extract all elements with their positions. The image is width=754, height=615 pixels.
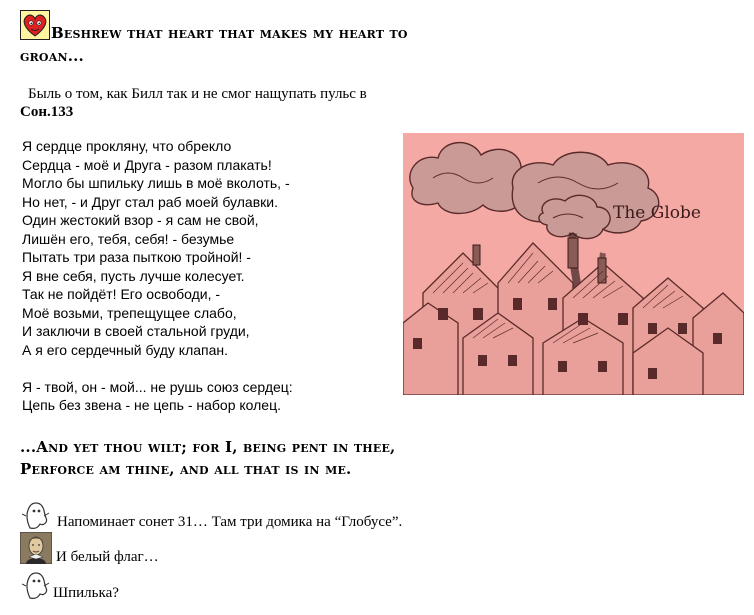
closing-quote-line: ...And yet thou wilt; for I, being pent in thee, xyxy=(20,438,396,456)
poem-line: Но нет, - и Друг стал раб моей булавки. xyxy=(22,193,278,210)
illustration-caption: The Globe xyxy=(613,203,701,223)
poem-line: Пытать три раза пыткою тройной! - xyxy=(22,249,251,265)
closing-quote-line: Perforce am thine, and all that is in me. xyxy=(20,460,352,478)
poem-line: Так не пойдёт! Его освободи, - xyxy=(22,286,221,302)
poem-line: Лишён его, тебя, себя! - безумье xyxy=(22,230,235,247)
poem xyxy=(22,137,402,415)
globe-theatre-illustration xyxy=(403,133,744,395)
comment-text: И белый флаг… xyxy=(56,549,159,565)
poem-line: Один жестокий взор - я сам не свой, xyxy=(22,212,259,228)
poem-line: А я его сердечный буду клапан. xyxy=(22,341,229,358)
poem-line: Моё возьми, трепещущее слабо, xyxy=(22,304,237,321)
sonnet-reference: Сон.133 xyxy=(20,104,74,120)
poem-line: Я сердце прокляну, что обрекло xyxy=(22,138,232,154)
shakespeare-portrait-icon xyxy=(20,532,52,564)
intro-text: Быль о том, как Билл так и не смог нащупать пульс в xyxy=(28,86,367,102)
couplet-line: Я - твой, он - мой... не рушь союз сердец: xyxy=(22,378,293,395)
comment-text: Шпилька? xyxy=(53,585,119,601)
comment-text: Напоминает сонет 31… Там три домика на “Глобусе”. xyxy=(57,514,403,530)
page-title-continuation: groan... xyxy=(20,47,84,65)
ghost-icon xyxy=(22,500,50,530)
page-title: Beshrew that heart that makes my heart to xyxy=(51,24,408,42)
poem-line: Сердца - моё и Друга - разом плакать! xyxy=(22,156,272,173)
couplet-line: Цепь без звена - не цепь - набор колец. xyxy=(22,397,281,413)
poem-line: И заключи в своей стальной груди, xyxy=(22,323,250,339)
poem-line: Могло бы шпильку лишь в моё вколоть, - xyxy=(22,175,290,191)
heart-face-icon xyxy=(20,10,50,40)
ghost-icon xyxy=(22,570,50,600)
poem-line: Я вне себя, пусть лучше колесует. xyxy=(22,267,245,284)
